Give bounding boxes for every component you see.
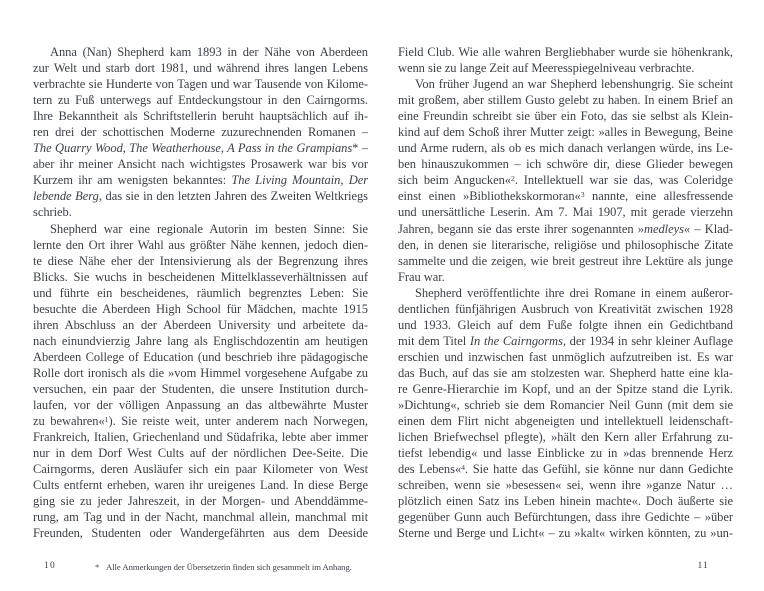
- text-line: Frankreich, Italien, Griechenland und Südafrika, lebte aber immer: [33, 430, 368, 445]
- text-line: das Buch, auf das sie am stolzesten war. Shepherd hatte eine kla-: [398, 365, 733, 380]
- text-line: und führte ein bescheidenes, räumlich begrenztes Leben: Sie: [33, 285, 368, 300]
- text-line: kind auf dem Schoß ihrer Mutter zeigt: »alles in Bewegung, Beine: [398, 125, 733, 140]
- text-line: rung, am Tag und in der Nacht, manchmal allein, manchmal mit: [33, 510, 368, 525]
- paragraph: [33, 44, 368, 221]
- text-line: Frau war.: [398, 269, 445, 284]
- text-line: te diese Nähe eher der Intensivierung als der Begrenzung ihres: [33, 253, 368, 268]
- text-line: besuchte die Aberdeen High School für Mädchen, machte 1915: [33, 301, 368, 316]
- text-line: plötzlich einen Satz ins Leben hinein machte«. Doch äußerte sie: [398, 494, 733, 509]
- paragraph: [398, 44, 733, 76]
- text-line: sich beim Angucken«$^2$. Intellektuell war sie das, was Coleridge: [398, 173, 733, 188]
- footnote-marker: *: [95, 562, 100, 572]
- page-body-left: [33, 44, 368, 541]
- page-right: [398, 44, 733, 584]
- text-line: Aberdeen College of Education (und beschrieb ihre pädagogische: [33, 349, 368, 364]
- text-line: Rolle dort ironisch als die »vom Himmel vorgesehene Aufgabe zu: [33, 365, 368, 380]
- text-line: tern zu Fuß unterwegs auf Entdeckungstour in den Cairngorms.: [33, 93, 368, 108]
- paragraph: [398, 76, 733, 285]
- text-line: einst einen »Bibliothekskormoran«$^3$ nannte, eine allesfressende: [398, 189, 733, 204]
- text-line: und unersättliche Leserin. Am 7. Mai 1907, mit gerade vierzehn: [398, 205, 733, 220]
- text-line: Kurzem ihr am wenigsten bekanntes: The Living Mountain, Der: [33, 173, 369, 188]
- text-line: nach einundvierzig Jahre lang als Englischdozentin am heutigen: [33, 333, 368, 348]
- text-line: Von früher Jugend an war Shepherd lebenshungrig. Sie scheint: [415, 77, 733, 92]
- text-line: und Arme rudern, als ob es mich danach verlangen würde, ins Le-: [398, 141, 733, 156]
- text-line: lichen Briefwechsel pflegte), »hält den Kern aller Erfahrung zu-: [398, 430, 733, 445]
- text-line: Sterne und Berge und Licht« – zu »kalt« wirken könnten, zu »un-: [398, 526, 733, 541]
- text-line: laufen, vor der völligen Anpassung an das altbewährte Muster: [33, 398, 368, 413]
- text-line: einen dem Flirt nicht abgeneigten und intellektuell leidenschaft-: [398, 414, 733, 429]
- text-line: den, in denen sie literarische, religiöse und philosophische Zitate: [398, 237, 733, 252]
- text-line: Shepherd veröffentlichte ihre drei Romane in einem außeror-: [415, 285, 733, 300]
- footnote-text: Alle Anmerkungen der Übersetzerin finden sich gesammelt im Anhang.: [105, 562, 352, 572]
- text-line: verbrachte sie Hunderte von Tagen und war Tausende von Kilome-: [33, 77, 368, 92]
- paragraph: [33, 221, 368, 542]
- text-line: tiefst lebendig« und lasse Einblicke zu in »das brennende Herz: [398, 446, 733, 461]
- paragraph: [398, 285, 733, 542]
- text-line: Cults entfernt erheben, waren ihr ureigenes Land. In diese Berge: [33, 478, 368, 493]
- text-line: wenn sie zu lange Zeit auf Meeresspiegelniveau verbrachte.: [398, 61, 695, 76]
- text-line: nur in dem Dorf West Cults auf der nördlichen Dee-Seite. Die: [33, 446, 368, 461]
- text-line: aber ihr meiner Ansicht nach wichtigstes Prosawerk war bis vor: [33, 157, 368, 172]
- text-line: lernte den Ort ihrer Wahl aus größter Nähe kennen, jedoch dien-: [33, 237, 368, 252]
- text-line: Cairngorms, deren Ausläufer sich ein paar Kilometer von West: [33, 462, 368, 477]
- page-body-right: [398, 44, 733, 541]
- page-footer-right: [398, 561, 733, 575]
- footnote: [95, 562, 352, 572]
- text-line: ben hinauszukommen – ich schwöre dir, diese Glieder bewegen: [398, 157, 733, 172]
- text-line: Ihre Bekanntheit als Schriftstellerin beruht hauptsächlich auf ih-: [33, 109, 368, 124]
- page-number: 11: [697, 561, 709, 571]
- text-line: ihren Abschluss an der Aberdeen University und arbeitete da-: [33, 317, 368, 332]
- text-line: Freunden, Studenten oder Wandergefährten aus dem Deeside: [33, 526, 368, 541]
- text-line: zu bewahren«$^1$). Sie reiste weit, unter anderem nach Norwegen,: [33, 414, 368, 429]
- text-line: mit dem Titel In the Cairngorms, der 1934 in sehr kleiner Auflage: [398, 333, 733, 348]
- text-line: zur Welt und starb dort 1981, und während ihres langen Lebens: [33, 61, 368, 76]
- text-line: ging sie zu jeder Jahreszeit, in der Morgen- und Abenddämme-: [33, 494, 368, 509]
- text-line: dentlichen fünfjährigen Ausbruch von Kreativität zwischen 1928: [398, 301, 733, 316]
- text-line: Anna (Nan) Shepherd kam 1893 in der Nähe von Aberdeen: [50, 45, 368, 59]
- text-line: versuchen, ein paar der Studenten, die unsere Institution durch-: [33, 381, 368, 396]
- page-number: 10: [44, 561, 56, 571]
- text-line: ren drei der schottischen Moderne zuzurechnenden Romanen –: [33, 125, 368, 140]
- text-line: Shepherd war eine regionale Autorin im besten Sinne: Sie: [50, 221, 368, 236]
- page-footer-left: [33, 561, 368, 575]
- text-line: schrieb.: [33, 205, 72, 220]
- text-line: gegenüber Gunn auch Befürchtungen, dass ihre Gedichte – »über: [398, 510, 733, 525]
- text-line: erschien und inzwischen fast unmöglich aufzutreiben ist. Es war: [398, 349, 733, 364]
- text-line: Blicks. Sie wuchs in bescheidenen Mittelklasseverhältnissen auf: [33, 269, 368, 284]
- text-line: re Genre-Hierarchie im Kopf, und an der Spitze stand die Lyrik.: [398, 381, 733, 396]
- text-line: des Lebens«$^4$. Sie hatte das Gefühl, sie könne nur dann Gedichte: [398, 462, 733, 477]
- text-line: »Dichtung«, schrieb sie dem Romancier Neil Gunn (mit dem sie: [398, 398, 733, 413]
- text-line: eine Freundin schreibt sie über ein Foto, das sie selbst als Klein-: [398, 109, 733, 124]
- text-line: lebende Berg, das sie in den letzten Jahren des Zweiten Weltkriegs: [33, 189, 368, 204]
- text-line: sammelte und die zeigen, wie breit gestreut ihre Lektüre als junge: [398, 253, 733, 268]
- text-line: The Quarry Wood, The Weatherhouse, A Pass in the Grampians* –: [33, 141, 369, 156]
- text-line: Field Club. Wie alle wahren Bergliebhaber wurde sie höhenkrank,: [398, 45, 733, 59]
- text-line: mit großem, aber stillem Gusto gelebt zu haben. In einem Brief an: [398, 93, 733, 108]
- text-line: und 1933. Gleich auf dem Fuße folgte ihnen ein Gedichtband: [398, 317, 733, 332]
- text-line: Jahren, begann sie das erste ihrer sogenannten »medleys« – Klad-: [398, 221, 734, 236]
- page-left: [33, 44, 368, 584]
- text-line: schreiben, wenn sie »besessen« sei, wenn ihre »ganze Natur …: [398, 478, 733, 493]
